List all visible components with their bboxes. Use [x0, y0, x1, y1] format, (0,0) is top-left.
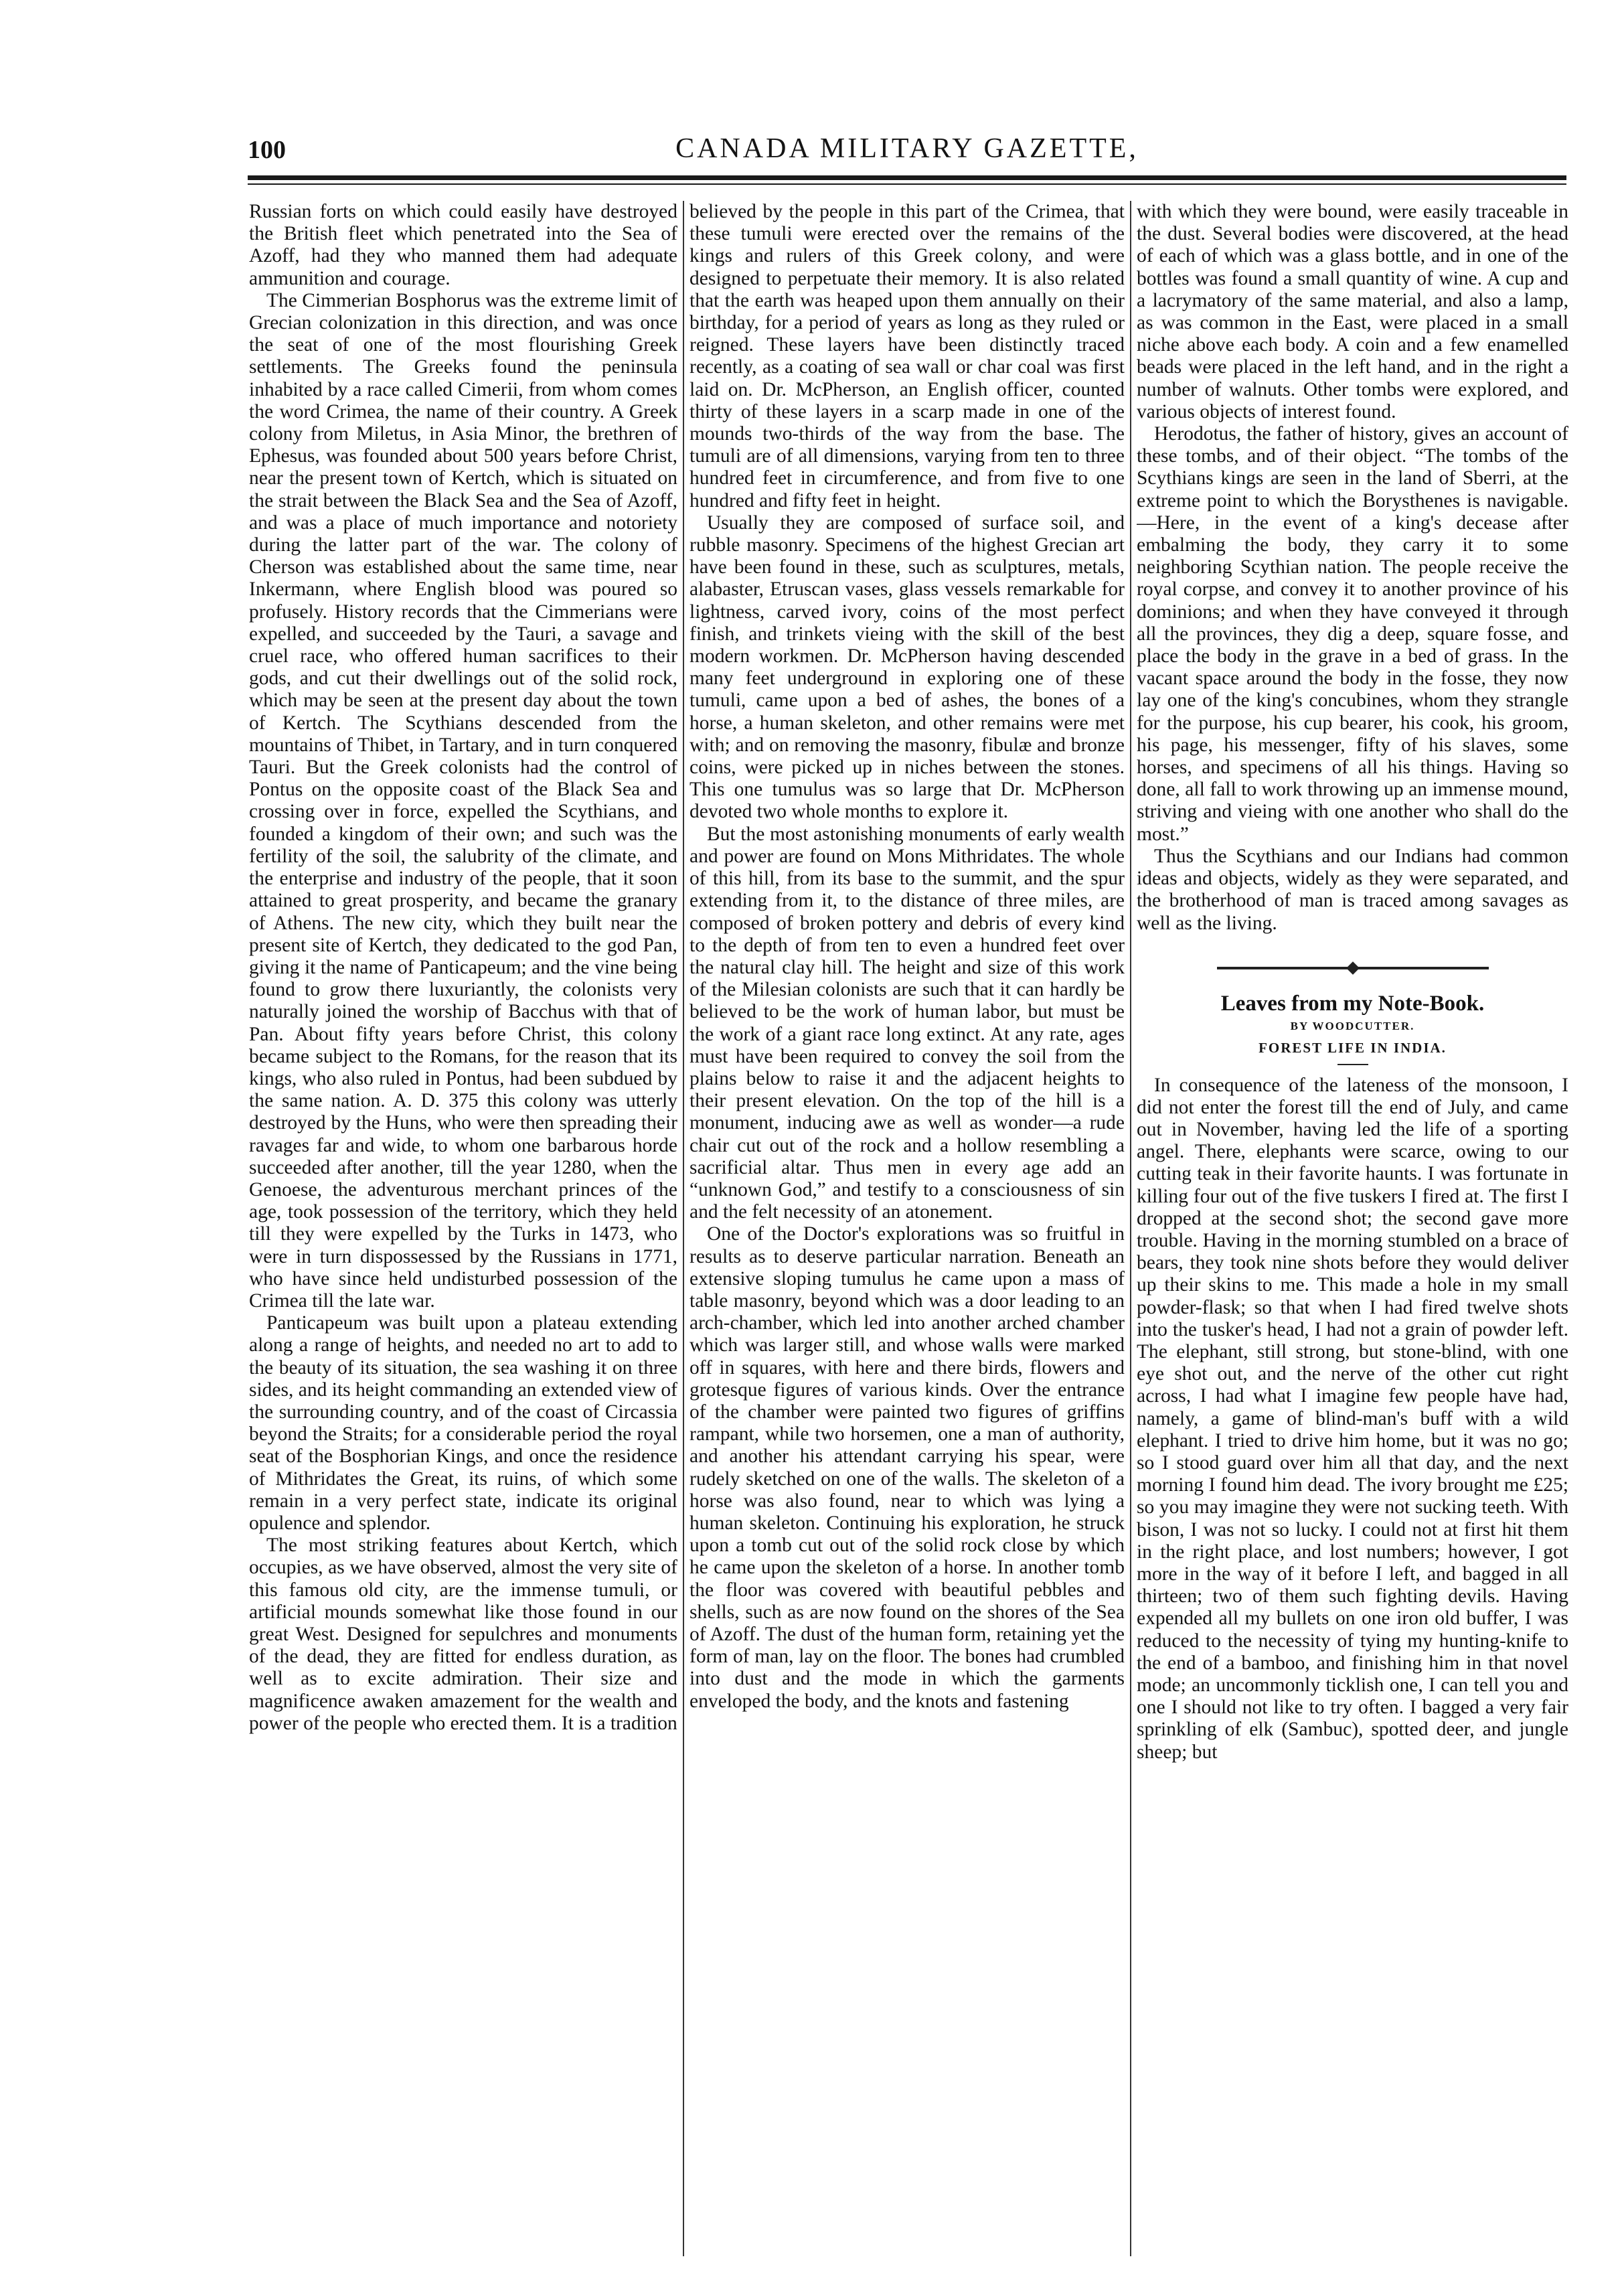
page-number: 100: [248, 136, 286, 164]
page-header: [248, 126, 1566, 173]
byline: BY WOODCUTTER.: [1290, 1020, 1415, 1033]
header-rule-thin: [248, 183, 1566, 185]
column-2: [689, 201, 1125, 2263]
section-divider: [1137, 956, 1568, 978]
column-separator: [1130, 201, 1131, 2256]
paragraph: In consequence of the lateness of the monsoon, I did not enter the forest till the end of July, and came out in November, having led the life of a sporting angel. There, elephants were scarce, owing to our cutting teak in their favorite haunts. I was fortunate in killing four out of the five tuskers I fired at. The first I dropped at the second shot; the second gave more trouble. Having in the morning stumbled on a brace of bears, they took nine shots before they would deliver up their skins to me. This made a hole in my small powder-flask; so that when I had fired twelve shots into the tusker's head, I had not a grain of powder left. The elephant, still strong, but stone-blind, with one eye shot out, and the nerve of the other cut right across, I had what I imagine few people have had, namely, a game of blind-man's buff with a wild elephant. I tried to drive him home, but it was no go; so I stood guard over him all that day, and the next morning I found him dead. The ivory brought me £25; so you may imagine they were not sucking teeth. With bison, I was not so lucky. I could not at first hit them in the right place, and lost numbers; however, I got more in the way of it before I left, and bagged in all thirteen; two of them such fighting devils. Having expended all my bullets on one iron old buffer, I was reduced to the necessity of tying my hunting-knife to the end of a bamboo, and finishing him in that novel mode; an uncommonly ticklish one, I can tell you and one I should not like to try often. I bagged a very fair sprinkling of elk (Sambuc), spotted deer, and jungle sheep; but: [1137, 1074, 1568, 1763]
paragraph: Russian forts on which could easily have destroyed the British fleet which penetrated into the Sea of Azoff, had they who manned them had adequate ammunition and courage.: [249, 201, 677, 289]
column-separator: [683, 201, 684, 2256]
paragraph: Thus the Scythians and our Indians had common ideas and objects, widely as they were separated, and the brotherhood of man is traced among savages as well as the living.: [1137, 845, 1568, 934]
paragraph: The most striking features about Kertch, which occupies, as we have observed, almost the very site of this famous old city, are the immense tumuli, or artificial mounds somewhat like those found in our great West. Designed for sepulchres and monuments of the dead, they are fitted for endless duration, as well as to excite admiration. Their size and magnificence awaken amazement for the wealth and power of the people who erected them. It is a tradition: [249, 1535, 677, 1734]
header-rule-thick: [248, 175, 1566, 180]
paragraph: Usually they are composed of surface soil, and rubble masonry. Specimens of the highest Grecian art have been found in these, such as sculptures, metals, alabaster, Etruscan vases, glass vessels remarkable for lightness, carved ivory, coins of the most perfect finish, and trinkets vieing with the skill of the best modern workmen. Dr. McPherson having descended many feet underground in exploring one of these tumuli, came upon a bed of ashes, the bones of a horse, a human skeleton, and other remains were met with; and on removing the masonry, fibulæ and bronze coins, were picked up in niches between the stones. This one tumulus was so large that Dr. McPherson devoted two whole months to explore it.: [689, 512, 1125, 823]
paragraph: The Cimmerian Bosphorus was the extreme limit of Grecian colonization in this direction, and was once the seat of one of the most flourishing Greek settlements. The Greeks found the peninsula inhabited by a race called Cimerii, from whom comes the word Crimea, the name of their country. A Greek colony from Miletus, in Asia Minor, the brethren of Ephesus, was founded about 500 years before Christ, near the present town of Kertch, which is situated on the strait between the Black Sea and the Sea of Azoff, and was a place of much importance and notoriety during the latter part of the war. The colony of Cherson was established about the same time, near Inkermann, where English blood was poured so profusely. History records that the Cimmerians were expelled, and succeeded by the Tauri, a savage and cruel race, who offered human sacrifices to their gods, and cut their dwellings out of the solid rock, which may be seen at the present day about the town of Kertch. The Scythians descended from the mountains of Thibet, in Tartary, and in turn conquered Tauri. But the Greek colonists had the control of Pontus on the opposite coast of the Black Sea and crossing over in force, expelled the Scythians, and founded a kingdom of their own; and such was the fertility of the soil, the salubrity of the climate, and the enterprise and industry of the people, that it soon attained to great prosperity, and became the granary of Athens. The new city, which they built near the present site of Kertch, they dedicated to the god Pan, giving it the name of Panticapeum; and the vine being found to grow there luxuriantly, the colonists very naturally joined the worship of Bacchus with that of Pan. About fifty years before Christ, this colony became subject to the Romans, for the reason that its kings, who also ruled in Pontus, had been subdued by the same nation. A. D. 375 this colony was utterly destroyed by the Huns, who were then spreading their ravages far and wide, to whom one barbarous horde succeeded after another, till the year 1280, when the Genoese, the adventurous merchant princes of the age, took possession of the territory, which they held till they were expelled by the Turks in 1473, who were in turn dispossessed by the Russians in 1771, who have since held undisturbed possession of the Crimea till the late war.: [249, 289, 677, 1312]
short-rule: [1337, 1064, 1368, 1065]
paragraph: Herodotus, the father of history, gives an account of these tombs, and of their object. “The tombs of the Scythians kings are seen in the land of Sberri, at the extreme point to which the Borysthenes is navigable.—Here, in the event of a king's decease after embalming the body, they carry it to some neighboring Scythian nation. The people receive the royal corpse, and convey it to another province of his dominions; and when they have conveyed it through all the provinces, they dig a deep, square fosse, and place the body in the grave in a bed of grass. In the vacant space around the body in the fosse, they now lay one of the king's concubines, whom they strangle for the purpose, his cup bearer, his cook, his groom, his page, his messenger, fifty of his slaves, some horses, and specimens of all his things. Having so done, all fall to work throwing up an immense mound, striving and vieing with one another who shall do the most.”: [1137, 423, 1568, 845]
running-title: CANADA MILITARY GAZETTE,: [675, 133, 1139, 164]
article-subtitle: FOREST LIFE IN INDIA.: [1258, 1040, 1447, 1056]
paragraph: But the most astonishing monuments of early wealth and power are found on Mons Mithridates. The whole of this hill, from its base to the summit, and the spur extending from it, to the distance of three miles, are composed of broken pottery and debris of every kind to the depth of from ten to even a hundred feet over the natural clay hill. The height and size of this work of the Milesian colonists are such that it can hardly be believed to be the work of human labor, but must be the work of a giant race long extinct. At any rate, ages must have been required to convey the soil from the plains below to raise it and the adjacent heights to their present elevation. On the top of the hill is a monument, inducing awe as well as wonder—a rude chair cut out of the rock and a hollow resembling a sacrificial altar. Thus men in every age add an “unknown God,” and testify to a consciousness of sin and the felt necessity of an atonement.: [689, 823, 1125, 1223]
column-1: [249, 201, 677, 2263]
column-3: [1137, 201, 1568, 2263]
paragraph: believed by the people in this part of the Crimea, that these tumuli were erected over the remains of the kings and rulers of this Greek colony, and were designed to perpetuate their memory. It is also related that the earth was heaped upon them annually on their birthday, for a period of years as long as they ruled or reigned. These layers have been distinctly traced recently, as a coating of sea wall or char coal was first laid on. Dr. McPherson, an English officer, counted thirty of these layers in a scarp made in one of the mounds two-thirds of the way from the base. The tumuli are of all dimensions, varying from ten to three hundred feet in circumference, and from five to one hundred and fifty feet in height.: [689, 201, 1125, 512]
paragraph: Panticapeum was built upon a plateau extending along a range of heights, and needed no art to add to the beauty of its situation, the sea washing it on three sides, and its height commanding an extended view of the surrounding country, and of the coast of Circassia beyond the Straits; for a considerable period the royal seat of the Bosphorian Kings, and once the residence of Mithridates the Great, its ruins, of which some remain in a very perfect state, indicate its original opulence and splendor.: [249, 1312, 677, 1534]
section-title: Leaves from my Note-Book.: [1220, 991, 1485, 1016]
paragraph: with which they were bound, were easily traceable in the dust. Several bodies were discovered, at the head of each of which was a glass bottle, and in one of the bottles was found a small quantity of wine. A cup and a lacrymatory of the same material, and also a lamp, as was common in the East, were placed in a small niche above each body. A coin and a few enamelled beads were placed in the left hand, and in the right a number of walnuts. Other tombs were explored, and various objects of interest found.: [1137, 201, 1568, 422]
paragraph: One of the Doctor's explorations was so fruitful in results as to deserve particular narration. Beneath an extensive sloping tumulus he came upon a mass of table masonry, beyond which was a door leading to an arch-chamber, which led into another arched chamber which was larger still, and whose walls were marked off in squares, with here and there birds, flowers and grotesque figures of various kinds. Over the entrance of the chamber were painted two figures of griffins rampant, while two horsemen, one a man of authority, and another his attendant carrying his spear, were rudely sketched on one of the walls. The skeleton of a horse was also found, near to which was lying a human skeleton. Continuing his exploration, he struck upon a tomb cut out of the solid rock close by which he came upon the skeleton of a horse. In another tomb the floor was covered with beautiful pebbles and shells, such as are now found on the shores of the Sea of Azoff. The dust of the human form, retaining yet the form of man, lay on the floor. The bones had crumbled into dust and the mode in which the garments enveloped the body, and the knots and fastening: [689, 1223, 1125, 1712]
